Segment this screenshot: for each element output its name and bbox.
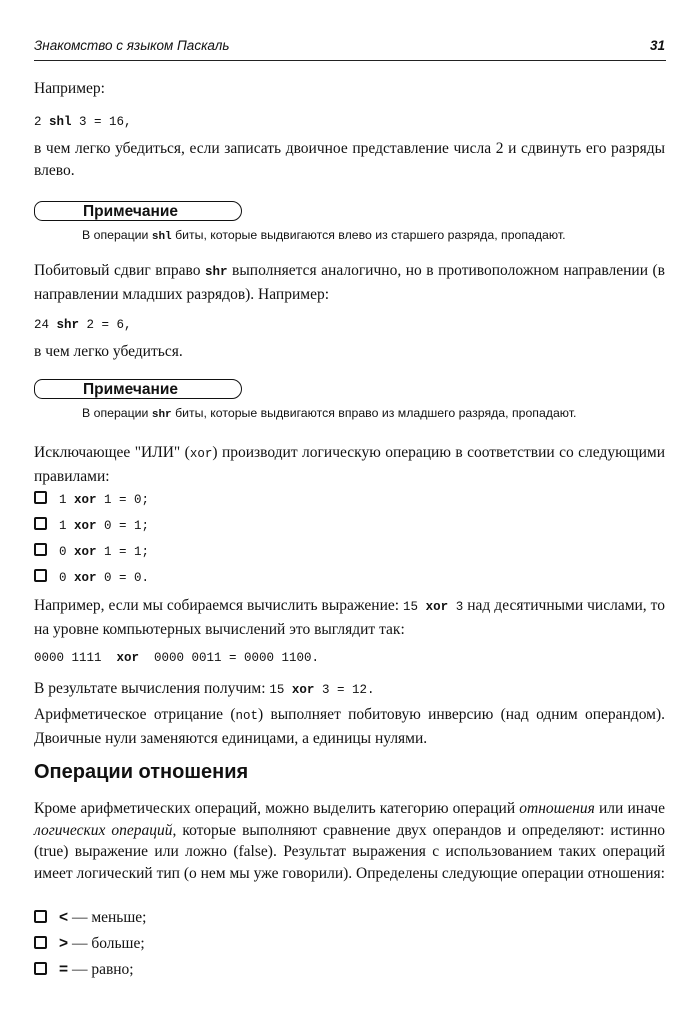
text: над десятичными числами, то на уровне компьютерных вычислений это выглядит так: bbox=[34, 597, 665, 638]
code-text: 1 bbox=[59, 493, 75, 507]
code-text: 2 bbox=[34, 115, 50, 129]
list-item bbox=[34, 516, 149, 536]
note-text-part: биты, которые выдвигаются влево из старшего разряда, пропадают. bbox=[171, 228, 566, 242]
paragraph bbox=[34, 798, 665, 884]
paragraph bbox=[34, 704, 665, 749]
page-number: 31 bbox=[649, 38, 665, 53]
operator-symbol: = bbox=[59, 961, 69, 978]
code-text: 3 = 12. bbox=[314, 683, 375, 697]
operator-symbol: > bbox=[59, 935, 69, 952]
note-text bbox=[82, 228, 566, 243]
paragraph: в чем легко убедиться. bbox=[34, 343, 183, 360]
code-example bbox=[34, 112, 665, 134]
code-keyword: xor bbox=[74, 519, 97, 533]
code-keyword: not bbox=[235, 709, 258, 723]
text: или иначе bbox=[594, 800, 665, 817]
code-keyword: xor bbox=[189, 447, 213, 461]
code-example bbox=[34, 315, 665, 337]
code-text: 24 bbox=[34, 318, 57, 332]
list-item bbox=[34, 960, 134, 980]
code-keyword: shr bbox=[205, 265, 228, 279]
code-text: 0 bbox=[59, 571, 75, 585]
code-keyword: shl bbox=[49, 115, 72, 129]
list-item bbox=[34, 934, 145, 954]
code-keyword: shr bbox=[151, 409, 172, 421]
checkbox-bullet-icon bbox=[34, 569, 47, 582]
paragraph bbox=[34, 442, 665, 487]
header-rule bbox=[34, 60, 666, 61]
code-text: 0 bbox=[59, 545, 75, 559]
checkbox-bullet-icon bbox=[34, 491, 47, 504]
code-text: 2 = 6, bbox=[79, 318, 132, 332]
note-label: Примечание bbox=[34, 201, 242, 221]
section-heading: Операции отношения bbox=[34, 761, 249, 783]
text: выполняется аналогично, но в противоположном направлении (в направлении младших разрядов). Например: bbox=[34, 262, 665, 303]
code-text: 15 bbox=[403, 600, 426, 614]
code-text: 0 = 1; bbox=[96, 519, 150, 533]
note-text-part: биты, которые выдвигаются вправо из младшего разряда, пропадают. bbox=[171, 406, 577, 420]
operator-symbol: < bbox=[59, 909, 69, 926]
checkbox-bullet-icon bbox=[34, 962, 47, 975]
code-keyword: xor bbox=[74, 545, 97, 559]
note-text-part: В операции bbox=[82, 228, 152, 242]
paragraph bbox=[34, 260, 665, 305]
checkbox-bullet-icon bbox=[34, 543, 47, 556]
checkbox-bullet-icon bbox=[34, 517, 47, 530]
note-label: Примечание bbox=[34, 379, 242, 399]
code-keyword: xor bbox=[116, 651, 140, 665]
code-example bbox=[34, 648, 665, 670]
list-item bbox=[34, 490, 149, 510]
text: Кроме арифметических операций, можно выделить категорию операций bbox=[34, 800, 520, 817]
running-header bbox=[34, 38, 665, 53]
paragraph: в чем легко убедиться, если записать двоичное представление числа 2 и сдвинуть его разряды влево. bbox=[34, 140, 665, 179]
note-text bbox=[82, 406, 576, 421]
text: Побитовый сдвиг вправо bbox=[34, 262, 205, 279]
list-item bbox=[34, 908, 147, 928]
code-text: 0 = 0. bbox=[96, 571, 150, 585]
emphasis: логических операций bbox=[34, 821, 173, 839]
code-keyword: xor bbox=[74, 493, 97, 507]
paragraph: Например: bbox=[34, 80, 105, 97]
paragraph bbox=[34, 595, 665, 640]
text: , которые выполняют сравнение двух операндов и определяют: истинно (true) выражение или ложно (false). Результат выражения с использованием таких операций имеет логический тип (о нем мы уже говорили). Определены следующие операции отношения: bbox=[34, 821, 665, 882]
code-keyword: shr bbox=[56, 318, 80, 332]
paragraph bbox=[34, 678, 665, 702]
list-item bbox=[34, 542, 149, 562]
text: Арифметическое отрицание ( bbox=[34, 706, 236, 723]
code-keyword: shl bbox=[151, 231, 172, 243]
code-text: 1 bbox=[59, 519, 75, 533]
code-text: 1 = 0; bbox=[96, 493, 150, 507]
code-text: 15 bbox=[269, 683, 292, 697]
list-item bbox=[34, 568, 149, 588]
code-keyword: xor bbox=[291, 683, 315, 697]
text: ) производит логическую операцию в соответствии со следующими правилами: bbox=[34, 444, 665, 485]
code-text: 1 = 1; bbox=[96, 545, 150, 559]
text: — больше; bbox=[68, 935, 145, 952]
header-title: Знакомство с языком Паскаль bbox=[34, 38, 230, 53]
text: Исключающее "ИЛИ" ( bbox=[34, 444, 190, 461]
text: ) выполняет побитовую инверсию (над одним операндом). Двоичные нули заменяются единицами, а единицы нулями. bbox=[34, 706, 665, 747]
checkbox-bullet-icon bbox=[34, 910, 47, 923]
checkbox-bullet-icon bbox=[34, 936, 47, 949]
code-keyword: xor bbox=[74, 571, 97, 585]
code-text: 0000 1111 bbox=[34, 651, 117, 665]
emphasis: отношения bbox=[519, 800, 595, 817]
code-text: 3 bbox=[448, 600, 464, 614]
text: — равно; bbox=[68, 961, 134, 978]
code-text: 3 = 16, bbox=[71, 115, 132, 129]
code-text: 0000 0011 = 0000 1100. bbox=[139, 651, 320, 665]
text: В результате вычисления получим: bbox=[34, 680, 270, 697]
text: Например, если мы собираемся вычислить выражение: bbox=[34, 597, 404, 614]
code-keyword: xor bbox=[425, 600, 449, 614]
text: — меньше; bbox=[68, 909, 147, 926]
note-text-part: В операции bbox=[82, 406, 152, 420]
